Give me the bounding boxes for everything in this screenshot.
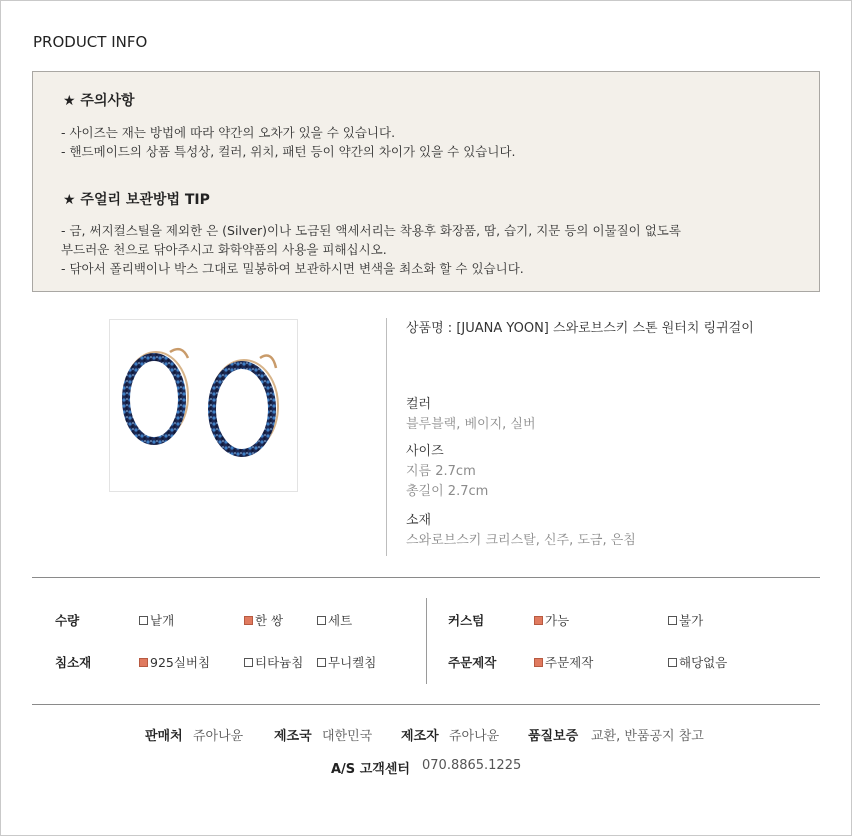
option-custom-no: 불가 <box>668 611 703 629</box>
option-order-made: 주문제작 <box>534 653 593 671</box>
order-label: 주문제작 <box>448 655 497 670</box>
option-quantity-single: 낱개 <box>139 611 174 629</box>
color-label: 컬러 <box>406 397 432 412</box>
page-title: PRODUCT INFO <box>33 33 148 51</box>
option-needle-nickel-free: 무니켈침 <box>317 653 376 671</box>
size-label: 사이즈 <box>406 444 444 459</box>
maker-label: 제조자 <box>401 729 439 744</box>
checkbox-icon <box>139 616 148 625</box>
as-center-label: A/S 고객센터 <box>331 762 410 777</box>
product-image <box>109 319 298 492</box>
size-value: 지름 2.7cm <box>406 464 476 479</box>
size-value: 총길이 2.7cm <box>406 484 489 499</box>
material-value: 스와로브스키 크리스탈, 신주, 도금, 은침 <box>406 533 636 548</box>
custom-label: 커스텀 <box>448 613 485 628</box>
tip-line: 부드러운 천으로 닦아주시고 화학약품의 사용을 피해십시오. <box>61 242 387 257</box>
quality-value: 교환, 반품공지 참고 <box>591 729 704 744</box>
option-needle-silver: 925실버침 <box>139 653 210 671</box>
as-center-phone: 070.8865.1225 <box>422 758 522 773</box>
checkbox-icon <box>317 658 326 667</box>
option-order-none: 해당없음 <box>668 653 727 671</box>
country-label: 제조국 <box>274 729 312 744</box>
option-quantity-pair: 한 쌍 <box>244 611 283 629</box>
tip-line: - 닦아서 폴리백이나 박스 그대로 밀봉하여 보관하시면 변색을 최소화 할 수 있습니다. <box>61 261 524 276</box>
checkbox-checked-icon <box>534 658 543 667</box>
checkbox-icon <box>668 658 677 667</box>
section-divider <box>32 704 820 705</box>
maker-value: 쥬아나윤 <box>449 729 500 744</box>
quality-label: 품질보증 <box>528 729 579 744</box>
color-value: 블루블랙, 베이지, 실버 <box>406 417 536 432</box>
checkbox-icon <box>244 658 253 667</box>
section-divider <box>32 577 820 578</box>
checkbox-icon <box>317 616 326 625</box>
checkbox-checked-icon <box>534 616 543 625</box>
checkbox-checked-icon <box>139 658 148 667</box>
option-custom-yes: 가능 <box>534 611 569 629</box>
checkbox-checked-icon <box>244 616 253 625</box>
tip-heading: ★ 주얼리 보관방법 TIP <box>63 192 210 208</box>
product-name: 상품명 : [JUANA YOON] 스와로브스키 스톤 원터치 링귀걸이 <box>406 321 754 336</box>
country-value: 대한민국 <box>322 729 373 744</box>
options-divider <box>426 598 427 684</box>
checkbox-icon <box>668 616 677 625</box>
hoop-earrings-icon <box>110 320 297 491</box>
option-needle-titanium: 티타늄침 <box>244 653 303 671</box>
tip-line: - 금, 써지컬스틸을 제외한 은 (Silver)이나 도금된 액세서리는 착용후 화장품, 땀, 습기, 지문 등의 이물질이 없도록 <box>61 223 681 238</box>
seller-value: 쥬아나윤 <box>193 729 244 744</box>
quantity-label: 수량 <box>55 613 80 628</box>
caution-line: - 사이즈는 재는 방법에 따라 약간의 오차가 있을 수 있습니다. <box>61 125 396 140</box>
caution-heading: ★ 주의사항 <box>63 93 135 109</box>
needle-label: 침소재 <box>55 655 92 670</box>
info-divider <box>386 318 387 556</box>
caution-line: - 핸드메이드의 상품 특성상, 컬러, 위치, 패턴 등이 약간의 차이가 있을 수 있습니다. <box>61 144 516 159</box>
material-label: 소재 <box>406 513 432 528</box>
seller-label: 판매처 <box>145 729 183 744</box>
notice-box <box>32 71 820 292</box>
option-quantity-set: 세트 <box>317 611 352 629</box>
